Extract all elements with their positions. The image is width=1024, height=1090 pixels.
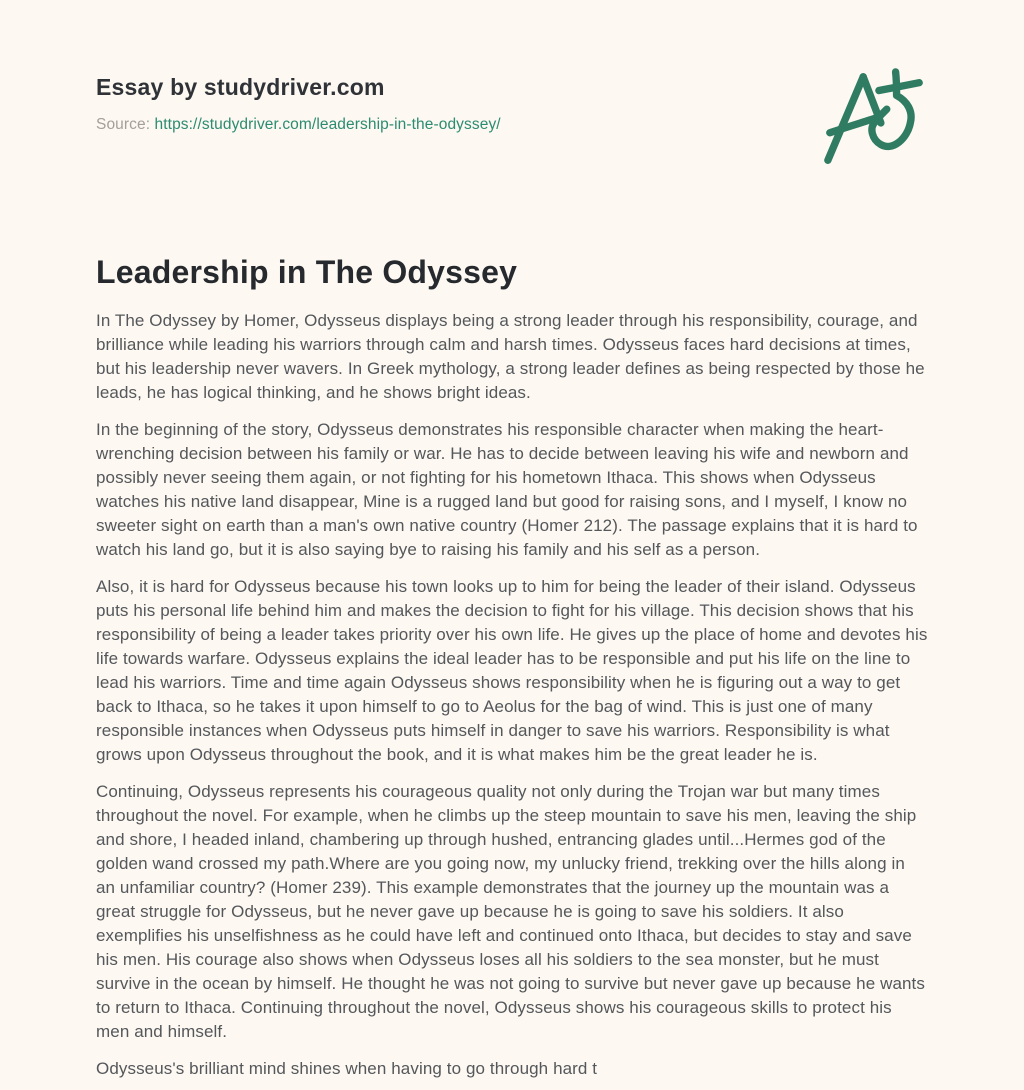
paragraph-responsibility-decision: In the beginning of the story, Odysseus demonstrates his responsible character when making the heart-wrenching decision between his family or war. He has to decide between leaving his wife and newborn and possibly never seeing them again, or not fighting for his hometown Ithaca. This shows when Odysseus watches his native land disappear, Mine is a rugged land but good for raising sons, and I myself, I know no sweeter sight on earth than a man's own native country (Homer 212). The passage explains that it is hard to watch his land go, but it is also saying bye to raising his family and his self as a person. <box>96 420 918 559</box>
paragraph-courage: Continuing, Odysseus represents his courageous quality not only during the Trojan war but many times throughout the novel. For example, when he climbs up the steep mountain to save his men, leaving the ship and shore, I headed inland, chambering up through hushed, entrancing glades until...Hermes god of the golden wand crossed my path.Where are you going now, my unlucky friend, trekking over the hills along in an unfamiliar country? (Homer 239). This example demonstrates that the journey up the mountain was a great struggle for Odysseus, but he never gave up because he is going to save his soldiers. It also exemplifies his unselfishness as he could have left and continued onto Ithaca, but decides to stay and save his men. His courage also shows when Odysseus loses all his soldiers to the sea monster, but he must survive in the ocean by himself. He thought he was not going to survive but never gave up because he wants to return to Ithaca. Continuing throughout the novel, Odysseus shows his courageous skills to protect his men and himself. <box>96 782 925 1041</box>
paragraph-brilliance-cutoff: Odysseus's brilliant mind shines when having to go through hard t <box>96 1059 598 1078</box>
source-line <box>96 116 501 134</box>
source-link[interactable]: https://studydriver.com/leadership-in-the-odyssey/ <box>154 116 501 133</box>
page-header <box>96 70 928 176</box>
essay-title: Leadership in The Odyssey <box>96 254 518 290</box>
document-heading: Essay by studydriver.com <box>96 74 385 100</box>
header-text-block <box>96 70 501 134</box>
essay-body <box>96 309 928 1081</box>
paragraph-leader-priority: Also, it is hard for Odysseus because his town looks up to him for being the leader of their island. Odysseus puts his personal life behind him and makes the decision to fight for his village. This decision shows that his responsibility of being a leader takes priority over his own life. He gives up the place of home and devotes his life towards warfare. Odysseus explains the ideal leader has to be responsible and put his life on the line to lead his warriors. Time and time again Odysseus shows responsibility when he is figuring out a way to get back to Ithaca, so he takes it upon himself to go to Aeolus for the bag of wind. This is just one of many responsible instances when Odysseus puts himself in danger to save his warriors. Responsibility is what grows upon Odysseus throughout the book, and it is what makes him be the great leader he is. <box>96 577 928 764</box>
studydriver-a-plus-logo-icon <box>820 64 928 176</box>
paragraph-intro: In The Odyssey by Homer, Odysseus displays being a strong leader through his responsibility, courage, and brilliance while leading his warriors through calm and harsh times. Odysseus faces hard decisions at times, but his leadership never wavers. In Greek mythology, a strong leader defines as being respected by those he leads, he has logical thinking, and he shows bright ideas. <box>96 311 925 402</box>
source-label: Source: <box>96 116 151 133</box>
